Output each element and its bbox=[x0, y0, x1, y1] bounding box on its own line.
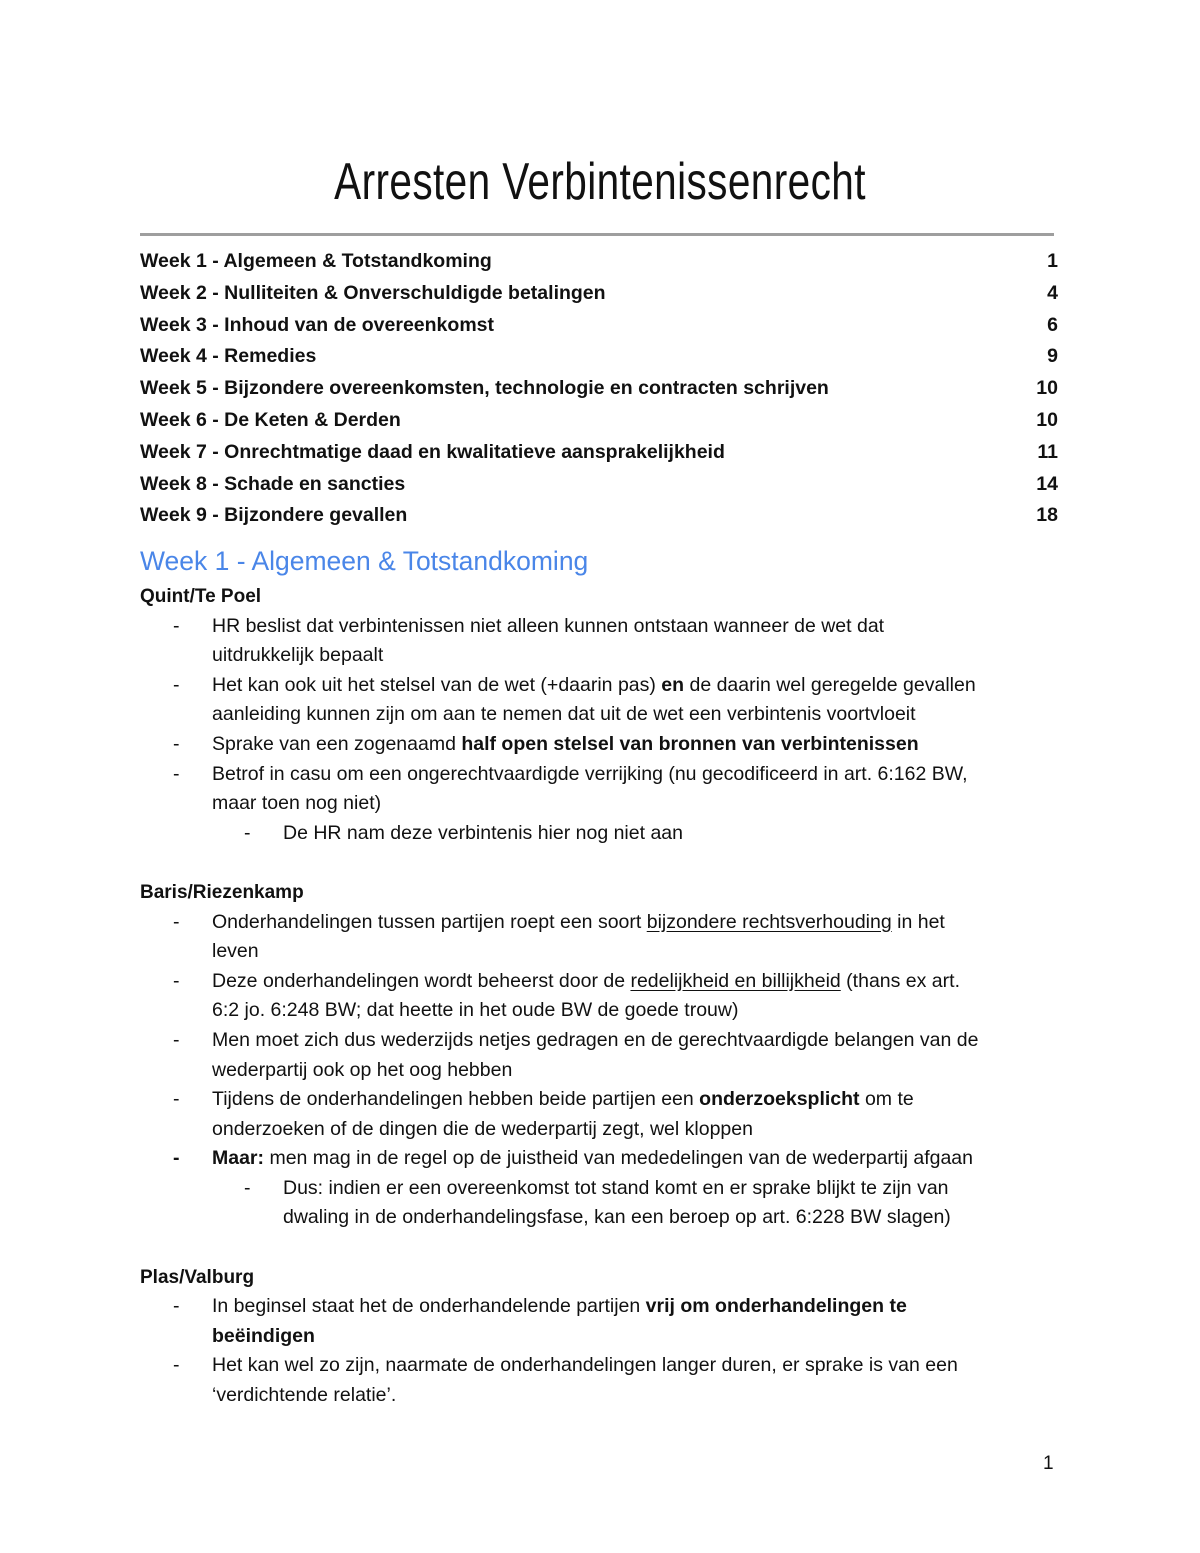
bullet-dash: - bbox=[173, 969, 180, 992]
bullet-underlined-text: redelijkheid en billijkheid bbox=[630, 969, 841, 992]
toc-entry-page: 4 bbox=[1047, 281, 1058, 304]
bullet-item bbox=[140, 908, 1070, 967]
bullet-dash: - bbox=[173, 1295, 180, 1318]
bullet-text: in het bbox=[891, 910, 945, 933]
bullet-dash: - bbox=[173, 762, 180, 785]
bullet-text: wederpartij ook op het oog hebben bbox=[212, 1058, 513, 1081]
bullet-item bbox=[140, 730, 1070, 760]
document-title: Arresten Verbintenissenrecht bbox=[334, 153, 866, 211]
bullet-text: Het kan ook uit het stelsel van de wet (+daarin pas) bbox=[212, 673, 662, 696]
toc-entry-page: 10 bbox=[1036, 408, 1058, 431]
bullet-bold-text: onderzoeksplicht bbox=[699, 1088, 860, 1111]
bullet-dash: - bbox=[173, 1088, 180, 1111]
toc-entry-label: Week 7 - Onrechtmatige daad en kwalitatieve aansprakelijkheid bbox=[140, 440, 725, 463]
bullet-text: ‘verdichtende relatie’. bbox=[212, 1384, 397, 1407]
toc-entry-page: 1 bbox=[1047, 250, 1058, 272]
case-title: Plas/Valburg bbox=[140, 1266, 255, 1288]
toc-entry-label: Week 6 - De Keten & Derden bbox=[140, 408, 401, 431]
bullet-bold-text: beëindigen bbox=[212, 1324, 315, 1347]
toc-entry[interactable] bbox=[140, 500, 1058, 532]
bullet-text: Tijdens de onderhandelingen hebben beide partijen een bbox=[212, 1088, 700, 1111]
bullet-item bbox=[140, 1026, 1070, 1085]
bullet-item bbox=[140, 760, 1070, 819]
bullet-text: Onderhandelingen tussen partijen roept een soort bbox=[212, 910, 647, 933]
bullet-list bbox=[140, 1292, 1070, 1410]
bullet-list bbox=[140, 612, 1070, 849]
bullet-bold-text: half open stelsel van bronnen van verbintenissen bbox=[461, 732, 919, 755]
sub-bullet-item bbox=[140, 819, 1070, 849]
bullet-text: aanleiding kunnen zijn om aan te nemen dat uit de wet een verbintenis voortvloeit bbox=[212, 703, 916, 726]
bullet-dash: - bbox=[173, 1354, 180, 1377]
bullet-text: om te bbox=[859, 1088, 914, 1111]
toc-entry-label: Week 3 - Inhoud van de overeenkomst bbox=[140, 313, 494, 336]
toc-entry-label: Week 5 - Bijzondere overeenkomsten, technologie en contracten schrijven bbox=[140, 377, 829, 400]
bullet-text: leven bbox=[212, 940, 259, 963]
toc-entry[interactable] bbox=[140, 246, 1058, 278]
toc-entry[interactable] bbox=[140, 405, 1058, 437]
bullet-text: 6:2 jo. 6:248 BW; dat heette in het oude BW de goede trouw) bbox=[212, 999, 739, 1022]
bullet-text: De HR nam deze verbintenis hier nog niet aan bbox=[283, 821, 683, 844]
toc-entry-label: Week 9 - Bijzondere gevallen bbox=[140, 504, 408, 527]
bullet-dash: - bbox=[173, 614, 180, 637]
spacer bbox=[140, 1233, 1070, 1263]
toc-entry[interactable] bbox=[140, 373, 1058, 405]
toc-entry-label: Week 4 - Remedies bbox=[140, 345, 317, 368]
bullet-item bbox=[140, 1085, 1070, 1144]
bullet-item bbox=[140, 612, 1070, 671]
bullet-text: maar toen nog niet) bbox=[212, 792, 382, 815]
case-title: Baris/Riezenkamp bbox=[140, 881, 304, 903]
bullet-text: men mag in de regel op de juistheid van mededelingen van de wederpartij afgaan bbox=[264, 1147, 974, 1170]
section-heading: Week 1 - Algemeen & Totstandkoming bbox=[140, 546, 589, 576]
spacer bbox=[140, 848, 1070, 878]
table-of-contents bbox=[140, 246, 1058, 532]
bullet-list bbox=[140, 908, 1070, 1234]
bullet-item bbox=[140, 671, 1070, 730]
bullet-text: (thans ex art. bbox=[840, 969, 960, 992]
bullet-dash: - bbox=[173, 910, 180, 933]
bullet-dash: - bbox=[173, 1147, 180, 1170]
page-number: 1 bbox=[1043, 1453, 1054, 1474]
toc-entry-page: 14 bbox=[1036, 472, 1058, 495]
bullet-text: Het kan wel zo zijn, naarmate de onderhandelingen langer duren, er sprake is van een bbox=[212, 1354, 958, 1377]
toc-entry[interactable] bbox=[140, 341, 1058, 373]
toc-entry[interactable] bbox=[140, 310, 1058, 342]
bullet-text: Sprake van een zogenaamd bbox=[212, 732, 462, 755]
bullet-dash: - bbox=[244, 821, 251, 844]
sub-bullet-item bbox=[140, 1174, 1070, 1233]
case-title: Quint/Te Poel bbox=[140, 586, 262, 607]
bullet-text: Dus: indien er een overeenkomst tot stand komt en er sprake blijkt te zijn van bbox=[283, 1176, 949, 1199]
bullet-item bbox=[140, 1144, 1070, 1174]
toc-entry-label: Week 1 - Algemeen & Totstandkoming bbox=[140, 250, 492, 272]
bullet-text: onderzoeken of de dingen die de wederpartij zegt, wel kloppen bbox=[212, 1117, 753, 1140]
bullet-item bbox=[140, 967, 1070, 1026]
toc-entry-page: 10 bbox=[1036, 377, 1058, 400]
toc-entry-page: 9 bbox=[1047, 345, 1058, 368]
bullet-text: HR beslist dat verbintenissen niet alleen kunnen ontstaan wanneer de wet dat bbox=[212, 614, 885, 637]
bullet-bold-text: Maar: bbox=[212, 1147, 265, 1170]
bullet-dash: - bbox=[173, 673, 180, 696]
bullet-bold-text: en bbox=[661, 673, 685, 696]
toc-entry-page: 11 bbox=[1037, 440, 1058, 463]
bullet-dash: - bbox=[173, 1028, 180, 1051]
toc-entry-page: 6 bbox=[1047, 313, 1058, 336]
toc-entry-label: Week 2 - Nulliteiten & Onverschuldigde betalingen bbox=[140, 281, 606, 304]
bullet-text: Deze onderhandelingen wordt beheerst door de bbox=[212, 969, 631, 992]
bullet-item bbox=[140, 1351, 1070, 1410]
bullet-text: dwaling in de onderhandelingsfase, kan een beroep op art. 6:228 BW slagen) bbox=[283, 1206, 951, 1229]
document-body bbox=[140, 540, 1070, 1411]
bullet-text: Betrof in casu om een ongerechtvaardigde verrijking (nu gecodificeerd in art. 6:162 BW, bbox=[212, 762, 968, 785]
bullet-item bbox=[140, 1292, 1070, 1351]
bullet-text: uitdrukkelijk bepaalt bbox=[212, 644, 384, 667]
bullet-dash: - bbox=[244, 1176, 251, 1199]
bullet-dash: - bbox=[173, 732, 180, 755]
toc-entry-label: Week 8 - Schade en sancties bbox=[140, 472, 406, 495]
toc-entry-page: 18 bbox=[1036, 504, 1058, 527]
bullet-text: de daarin wel geregelde gevallen bbox=[684, 673, 976, 696]
bullet-underlined-text: bijzondere rechtsverhouding bbox=[646, 910, 892, 933]
toc-entry[interactable] bbox=[140, 278, 1058, 310]
bullet-text: Men moet zich dus wederzijds netjes gedragen en de gerechtvaardigde belangen van de bbox=[212, 1028, 979, 1051]
toc-entry[interactable] bbox=[140, 469, 1058, 501]
title-divider bbox=[140, 233, 1054, 236]
bullet-bold-text: vrij om onderhandelingen te bbox=[645, 1295, 907, 1318]
toc-entry[interactable] bbox=[140, 437, 1058, 469]
bullet-text: In beginsel staat het de onderhandelende partijen bbox=[212, 1295, 646, 1318]
